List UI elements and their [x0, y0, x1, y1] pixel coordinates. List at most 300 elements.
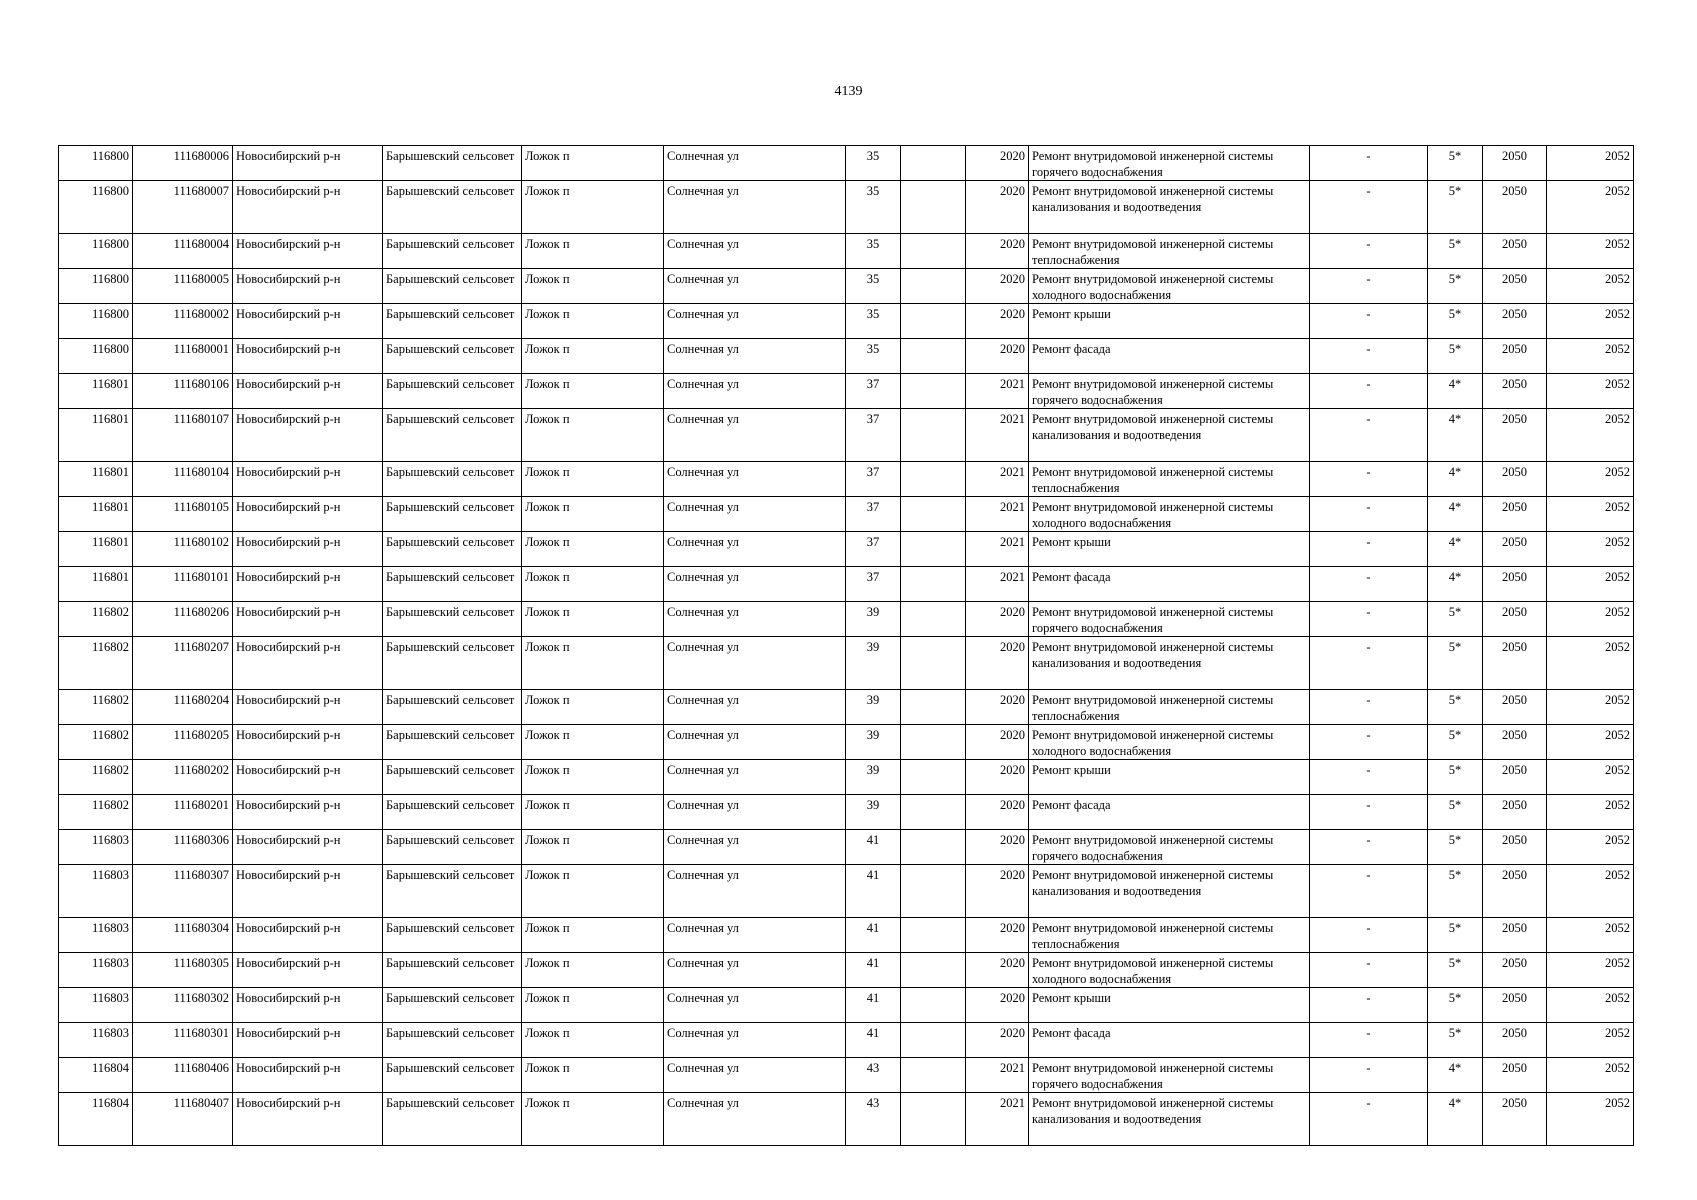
planned-start-cell: 2050 — [1483, 181, 1547, 234]
object-code-cell: 116801 — [59, 497, 133, 532]
building-cell — [901, 532, 966, 567]
planned-start-cell: 2050 — [1483, 497, 1547, 532]
planned-start-cell: 2050 — [1483, 304, 1547, 339]
council-cell: Барышевский сельсовет — [383, 690, 522, 725]
house-number-cell: 35 — [846, 181, 901, 234]
table-row — [59, 988, 1634, 1023]
settlement-cell: Ложок п — [522, 374, 664, 409]
work-id-cell: 111680006 — [133, 146, 233, 181]
house-number-cell: 41 — [846, 918, 901, 953]
planned-end-cell: 2052 — [1547, 690, 1634, 725]
planned-start-cell: 2050 — [1483, 339, 1547, 374]
planned-end-cell: 2052 — [1547, 567, 1634, 602]
object-code-cell: 116801 — [59, 374, 133, 409]
work-id-cell: 111680202 — [133, 760, 233, 795]
table-row — [59, 181, 1634, 234]
rating-cell: 4* — [1428, 462, 1483, 497]
work-type-cell: Ремонт крыши — [1029, 304, 1310, 339]
year-cell: 2020 — [966, 269, 1029, 304]
council-cell: Барышевский сельсовет — [383, 304, 522, 339]
house-number-cell: 39 — [846, 795, 901, 830]
street-cell: Солнечная ул — [664, 234, 846, 269]
planned-end-cell: 2052 — [1547, 1023, 1634, 1058]
work-type-cell: Ремонт внутридомовой инженерной системы горячего водоснабжения — [1029, 146, 1310, 181]
work-type-cell: Ремонт фасада — [1029, 1023, 1310, 1058]
building-cell — [901, 602, 966, 637]
house-number-cell: 41 — [846, 830, 901, 865]
planned-start-cell: 2050 — [1483, 795, 1547, 830]
house-number-cell: 37 — [846, 462, 901, 497]
rating-cell: 5* — [1428, 146, 1483, 181]
object-code-cell: 116801 — [59, 462, 133, 497]
table-row — [59, 269, 1634, 304]
rating-cell: 5* — [1428, 918, 1483, 953]
house-number-cell: 35 — [846, 339, 901, 374]
year-cell: 2020 — [966, 234, 1029, 269]
settlement-cell: Ложок п — [522, 637, 664, 690]
work-id-cell: 111680305 — [133, 953, 233, 988]
building-cell — [901, 637, 966, 690]
district-cell: Новосибирский р-н — [233, 497, 383, 532]
dash-cell: - — [1310, 918, 1428, 953]
planned-start-cell: 2050 — [1483, 865, 1547, 918]
rating-cell: 4* — [1428, 374, 1483, 409]
house-number-cell: 41 — [846, 953, 901, 988]
work-type-cell: Ремонт внутридомовой инженерной системы канализования и водоотведения — [1029, 1093, 1310, 1146]
dash-cell: - — [1310, 269, 1428, 304]
house-number-cell: 39 — [846, 690, 901, 725]
year-cell: 2020 — [966, 181, 1029, 234]
house-number-cell: 37 — [846, 497, 901, 532]
year-cell: 2020 — [966, 988, 1029, 1023]
settlement-cell: Ложок п — [522, 725, 664, 760]
street-cell: Солнечная ул — [664, 637, 846, 690]
settlement-cell: Ложок п — [522, 953, 664, 988]
street-cell: Солнечная ул — [664, 918, 846, 953]
work-type-cell: Ремонт фасада — [1029, 795, 1310, 830]
council-cell: Барышевский сельсовет — [383, 339, 522, 374]
dash-cell: - — [1310, 1023, 1428, 1058]
district-cell: Новосибирский р-н — [233, 146, 383, 181]
council-cell: Барышевский сельсовет — [383, 497, 522, 532]
dash-cell: - — [1310, 795, 1428, 830]
settlement-cell: Ложок п — [522, 865, 664, 918]
planned-end-cell: 2052 — [1547, 181, 1634, 234]
street-cell: Солнечная ул — [664, 567, 846, 602]
register-table — [58, 145, 1634, 1146]
planned-end-cell: 2052 — [1547, 988, 1634, 1023]
dash-cell: - — [1310, 760, 1428, 795]
work-id-cell: 111680201 — [133, 795, 233, 830]
table-row — [59, 602, 1634, 637]
district-cell: Новосибирский р-н — [233, 830, 383, 865]
building-cell — [901, 1023, 966, 1058]
planned-start-cell: 2050 — [1483, 409, 1547, 462]
rating-cell: 5* — [1428, 304, 1483, 339]
year-cell: 2021 — [966, 374, 1029, 409]
house-number-cell: 37 — [846, 374, 901, 409]
street-cell: Солнечная ул — [664, 304, 846, 339]
street-cell: Солнечная ул — [664, 374, 846, 409]
object-code-cell: 116800 — [59, 339, 133, 374]
work-type-cell: Ремонт внутридомовой инженерной системы канализования и водоотведения — [1029, 181, 1310, 234]
settlement-cell: Ложок п — [522, 567, 664, 602]
planned-start-cell: 2050 — [1483, 146, 1547, 181]
dash-cell: - — [1310, 181, 1428, 234]
street-cell: Солнечная ул — [664, 339, 846, 374]
house-number-cell: 37 — [846, 567, 901, 602]
dash-cell: - — [1310, 690, 1428, 725]
building-cell — [901, 462, 966, 497]
year-cell: 2021 — [966, 1093, 1029, 1146]
table-row — [59, 146, 1634, 181]
council-cell: Барышевский сельсовет — [383, 269, 522, 304]
house-number-cell: 39 — [846, 760, 901, 795]
year-cell: 2020 — [966, 760, 1029, 795]
work-type-cell: Ремонт внутридомовой инженерной системы теплоснабжения — [1029, 918, 1310, 953]
year-cell: 2020 — [966, 690, 1029, 725]
council-cell: Барышевский сельсовет — [383, 1093, 522, 1146]
district-cell: Новосибирский р-н — [233, 795, 383, 830]
building-cell — [901, 988, 966, 1023]
street-cell: Солнечная ул — [664, 953, 846, 988]
table-row — [59, 865, 1634, 918]
planned-start-cell: 2050 — [1483, 462, 1547, 497]
settlement-cell: Ложок п — [522, 830, 664, 865]
planned-end-cell: 2052 — [1547, 497, 1634, 532]
house-number-cell: 39 — [846, 602, 901, 637]
planned-start-cell: 2050 — [1483, 1093, 1547, 1146]
house-number-cell: 37 — [846, 532, 901, 567]
settlement-cell: Ложок п — [522, 690, 664, 725]
building-cell — [901, 865, 966, 918]
council-cell: Барышевский сельсовет — [383, 918, 522, 953]
house-number-cell: 41 — [846, 1023, 901, 1058]
council-cell: Барышевский сельсовет — [383, 760, 522, 795]
rating-cell: 5* — [1428, 637, 1483, 690]
planned-end-cell: 2052 — [1547, 146, 1634, 181]
planned-end-cell: 2052 — [1547, 234, 1634, 269]
work-type-cell: Ремонт внутридомовой инженерной системы горячего водоснабжения — [1029, 602, 1310, 637]
work-id-cell: 111680204 — [133, 690, 233, 725]
object-code-cell: 116804 — [59, 1058, 133, 1093]
planned-end-cell: 2052 — [1547, 269, 1634, 304]
building-cell — [901, 795, 966, 830]
rating-cell: 5* — [1428, 234, 1483, 269]
rating-cell: 5* — [1428, 339, 1483, 374]
work-type-cell: Ремонт внутридомовой инженерной системы холодного водоснабжения — [1029, 953, 1310, 988]
dash-cell: - — [1310, 637, 1428, 690]
work-id-cell: 111680002 — [133, 304, 233, 339]
council-cell: Барышевский сельсовет — [383, 146, 522, 181]
building-cell — [901, 1093, 966, 1146]
year-cell: 2021 — [966, 567, 1029, 602]
dash-cell: - — [1310, 1093, 1428, 1146]
work-id-cell: 111680307 — [133, 865, 233, 918]
work-id-cell: 111680302 — [133, 988, 233, 1023]
street-cell: Солнечная ул — [664, 602, 846, 637]
work-id-cell: 111680407 — [133, 1093, 233, 1146]
house-number-cell: 35 — [846, 146, 901, 181]
building-cell — [901, 304, 966, 339]
table-row — [59, 918, 1634, 953]
settlement-cell: Ложок п — [522, 760, 664, 795]
object-code-cell: 116803 — [59, 865, 133, 918]
rating-cell: 5* — [1428, 602, 1483, 637]
planned-end-cell: 2052 — [1547, 374, 1634, 409]
table-row — [59, 304, 1634, 339]
settlement-cell: Ложок п — [522, 497, 664, 532]
dash-cell: - — [1310, 339, 1428, 374]
settlement-cell: Ложок п — [522, 409, 664, 462]
house-number-cell: 37 — [846, 409, 901, 462]
work-type-cell: Ремонт фасада — [1029, 567, 1310, 602]
dash-cell: - — [1310, 497, 1428, 532]
district-cell: Новосибирский р-н — [233, 234, 383, 269]
rating-cell: 5* — [1428, 1023, 1483, 1058]
table-row — [59, 462, 1634, 497]
council-cell: Барышевский сельсовет — [383, 1058, 522, 1093]
district-cell: Новосибирский р-н — [233, 690, 383, 725]
planned-start-cell: 2050 — [1483, 374, 1547, 409]
settlement-cell: Ложок п — [522, 918, 664, 953]
settlement-cell: Ложок п — [522, 988, 664, 1023]
table-row — [59, 567, 1634, 602]
object-code-cell: 116802 — [59, 795, 133, 830]
planned-start-cell: 2050 — [1483, 567, 1547, 602]
rating-cell: 4* — [1428, 497, 1483, 532]
house-number-cell: 35 — [846, 234, 901, 269]
year-cell: 2020 — [966, 865, 1029, 918]
street-cell: Солнечная ул — [664, 1093, 846, 1146]
planned-end-cell: 2052 — [1547, 304, 1634, 339]
district-cell: Новосибирский р-н — [233, 918, 383, 953]
council-cell: Барышевский сельсовет — [383, 988, 522, 1023]
street-cell: Солнечная ул — [664, 1023, 846, 1058]
district-cell: Новосибирский р-н — [233, 760, 383, 795]
street-cell: Солнечная ул — [664, 269, 846, 304]
building-cell — [901, 760, 966, 795]
planned-start-cell: 2050 — [1483, 690, 1547, 725]
year-cell: 2020 — [966, 637, 1029, 690]
council-cell: Барышевский сельсовет — [383, 830, 522, 865]
rating-cell: 4* — [1428, 1058, 1483, 1093]
dash-cell: - — [1310, 988, 1428, 1023]
district-cell: Новосибирский р-н — [233, 1093, 383, 1146]
street-cell: Солнечная ул — [664, 760, 846, 795]
dash-cell: - — [1310, 234, 1428, 269]
rating-cell: 4* — [1428, 532, 1483, 567]
street-cell: Солнечная ул — [664, 497, 846, 532]
work-type-cell: Ремонт крыши — [1029, 988, 1310, 1023]
planned-end-cell: 2052 — [1547, 339, 1634, 374]
rating-cell: 5* — [1428, 690, 1483, 725]
dash-cell: - — [1310, 146, 1428, 181]
house-number-cell: 41 — [846, 865, 901, 918]
council-cell: Барышевский сельсовет — [383, 409, 522, 462]
work-id-cell: 111680406 — [133, 1058, 233, 1093]
council-cell: Барышевский сельсовет — [383, 602, 522, 637]
table-row — [59, 637, 1634, 690]
table-row — [59, 1093, 1634, 1146]
council-cell: Барышевский сельсовет — [383, 795, 522, 830]
object-code-cell: 116803 — [59, 1023, 133, 1058]
object-code-cell: 116804 — [59, 1093, 133, 1146]
work-id-cell: 111680007 — [133, 181, 233, 234]
dash-cell: - — [1310, 953, 1428, 988]
planned-end-cell: 2052 — [1547, 1058, 1634, 1093]
work-type-cell: Ремонт внутридомовой инженерной системы холодного водоснабжения — [1029, 725, 1310, 760]
house-number-cell: 35 — [846, 269, 901, 304]
year-cell: 2020 — [966, 1023, 1029, 1058]
planned-start-cell: 2050 — [1483, 760, 1547, 795]
building-cell — [901, 918, 966, 953]
street-cell: Солнечная ул — [664, 409, 846, 462]
table-row — [59, 725, 1634, 760]
planned-end-cell: 2052 — [1547, 760, 1634, 795]
district-cell: Новосибирский р-н — [233, 602, 383, 637]
rating-cell: 5* — [1428, 988, 1483, 1023]
building-cell — [901, 374, 966, 409]
work-id-cell: 111680107 — [133, 409, 233, 462]
planned-start-cell: 2050 — [1483, 637, 1547, 690]
street-cell: Солнечная ул — [664, 181, 846, 234]
work-id-cell: 111680102 — [133, 532, 233, 567]
district-cell: Новосибирский р-н — [233, 374, 383, 409]
work-type-cell: Ремонт внутридомовой инженерной системы теплоснабжения — [1029, 462, 1310, 497]
council-cell: Барышевский сельсовет — [383, 181, 522, 234]
work-id-cell: 111680306 — [133, 830, 233, 865]
rating-cell: 5* — [1428, 269, 1483, 304]
street-cell: Солнечная ул — [664, 725, 846, 760]
table-row — [59, 760, 1634, 795]
house-number-cell: 43 — [846, 1093, 901, 1146]
settlement-cell: Ложок п — [522, 462, 664, 497]
table-row — [59, 339, 1634, 374]
table-row — [59, 1058, 1634, 1093]
district-cell: Новосибирский р-н — [233, 532, 383, 567]
year-cell: 2020 — [966, 918, 1029, 953]
rating-cell: 4* — [1428, 1093, 1483, 1146]
council-cell: Барышевский сельсовет — [383, 1023, 522, 1058]
object-code-cell: 116801 — [59, 567, 133, 602]
street-cell: Солнечная ул — [664, 865, 846, 918]
year-cell: 2020 — [966, 830, 1029, 865]
work-type-cell: Ремонт внутридомовой инженерной системы канализования и водоотведения — [1029, 637, 1310, 690]
building-cell — [901, 146, 966, 181]
table-row — [59, 690, 1634, 725]
rating-cell: 5* — [1428, 830, 1483, 865]
year-cell: 2021 — [966, 409, 1029, 462]
street-cell: Солнечная ул — [664, 532, 846, 567]
settlement-cell: Ложок п — [522, 304, 664, 339]
street-cell: Солнечная ул — [664, 690, 846, 725]
dash-cell: - — [1310, 304, 1428, 339]
planned-start-cell: 2050 — [1483, 918, 1547, 953]
planned-end-cell: 2052 — [1547, 462, 1634, 497]
object-code-cell: 116800 — [59, 304, 133, 339]
settlement-cell: Ложок п — [522, 269, 664, 304]
work-type-cell: Ремонт внутридомовой инженерной системы теплоснабжения — [1029, 690, 1310, 725]
table-row — [59, 953, 1634, 988]
table-row — [59, 1023, 1634, 1058]
page-number: 4139 — [834, 84, 863, 99]
council-cell: Барышевский сельсовет — [383, 234, 522, 269]
work-id-cell: 111680101 — [133, 567, 233, 602]
building-cell — [901, 567, 966, 602]
building-cell — [901, 1058, 966, 1093]
work-id-cell: 111680304 — [133, 918, 233, 953]
planned-start-cell: 2050 — [1483, 830, 1547, 865]
work-id-cell: 111680004 — [133, 234, 233, 269]
district-cell: Новосибирский р-н — [233, 269, 383, 304]
settlement-cell: Ложок п — [522, 1093, 664, 1146]
street-cell: Солнечная ул — [664, 988, 846, 1023]
street-cell: Солнечная ул — [664, 146, 846, 181]
planned-start-cell: 2050 — [1483, 602, 1547, 637]
object-code-cell: 116800 — [59, 146, 133, 181]
table-row — [59, 830, 1634, 865]
district-cell: Новосибирский р-н — [233, 637, 383, 690]
settlement-cell: Ложок п — [522, 602, 664, 637]
table-row — [59, 795, 1634, 830]
rating-cell: 5* — [1428, 795, 1483, 830]
street-cell: Солнечная ул — [664, 462, 846, 497]
object-code-cell: 116803 — [59, 918, 133, 953]
planned-end-cell: 2052 — [1547, 409, 1634, 462]
district-cell: Новосибирский р-н — [233, 1023, 383, 1058]
district-cell: Новосибирский р-н — [233, 567, 383, 602]
district-cell: Новосибирский р-н — [233, 953, 383, 988]
work-type-cell: Ремонт внутридомовой инженерной системы теплоснабжения — [1029, 234, 1310, 269]
work-id-cell: 111680104 — [133, 462, 233, 497]
year-cell: 2021 — [966, 497, 1029, 532]
table-row — [59, 374, 1634, 409]
object-code-cell: 116800 — [59, 181, 133, 234]
work-type-cell: Ремонт внутридомовой инженерной системы канализования и водоотведения — [1029, 865, 1310, 918]
rating-cell: 4* — [1428, 567, 1483, 602]
year-cell: 2021 — [966, 1058, 1029, 1093]
work-type-cell: Ремонт внутридомовой инженерной системы канализования и водоотведения — [1029, 409, 1310, 462]
building-cell — [901, 181, 966, 234]
street-cell: Солнечная ул — [664, 830, 846, 865]
council-cell: Барышевский сельсовет — [383, 567, 522, 602]
building-cell — [901, 690, 966, 725]
planned-end-cell: 2052 — [1547, 602, 1634, 637]
rating-cell: 5* — [1428, 181, 1483, 234]
work-id-cell: 111680301 — [133, 1023, 233, 1058]
building-cell — [901, 830, 966, 865]
district-cell: Новосибирский р-н — [233, 339, 383, 374]
planned-start-cell: 2050 — [1483, 234, 1547, 269]
work-id-cell: 111680106 — [133, 374, 233, 409]
house-number-cell: 41 — [846, 988, 901, 1023]
year-cell: 2021 — [966, 532, 1029, 567]
settlement-cell: Ложок п — [522, 181, 664, 234]
work-id-cell: 111680206 — [133, 602, 233, 637]
building-cell — [901, 339, 966, 374]
year-cell: 2020 — [966, 725, 1029, 760]
work-id-cell: 111680001 — [133, 339, 233, 374]
district-cell: Новосибирский р-н — [233, 462, 383, 497]
table-row — [59, 497, 1634, 532]
house-number-cell: 35 — [846, 304, 901, 339]
rating-cell: 5* — [1428, 953, 1483, 988]
rating-cell: 4* — [1428, 409, 1483, 462]
object-code-cell: 116803 — [59, 830, 133, 865]
planned-end-cell: 2052 — [1547, 637, 1634, 690]
object-code-cell: 116803 — [59, 988, 133, 1023]
